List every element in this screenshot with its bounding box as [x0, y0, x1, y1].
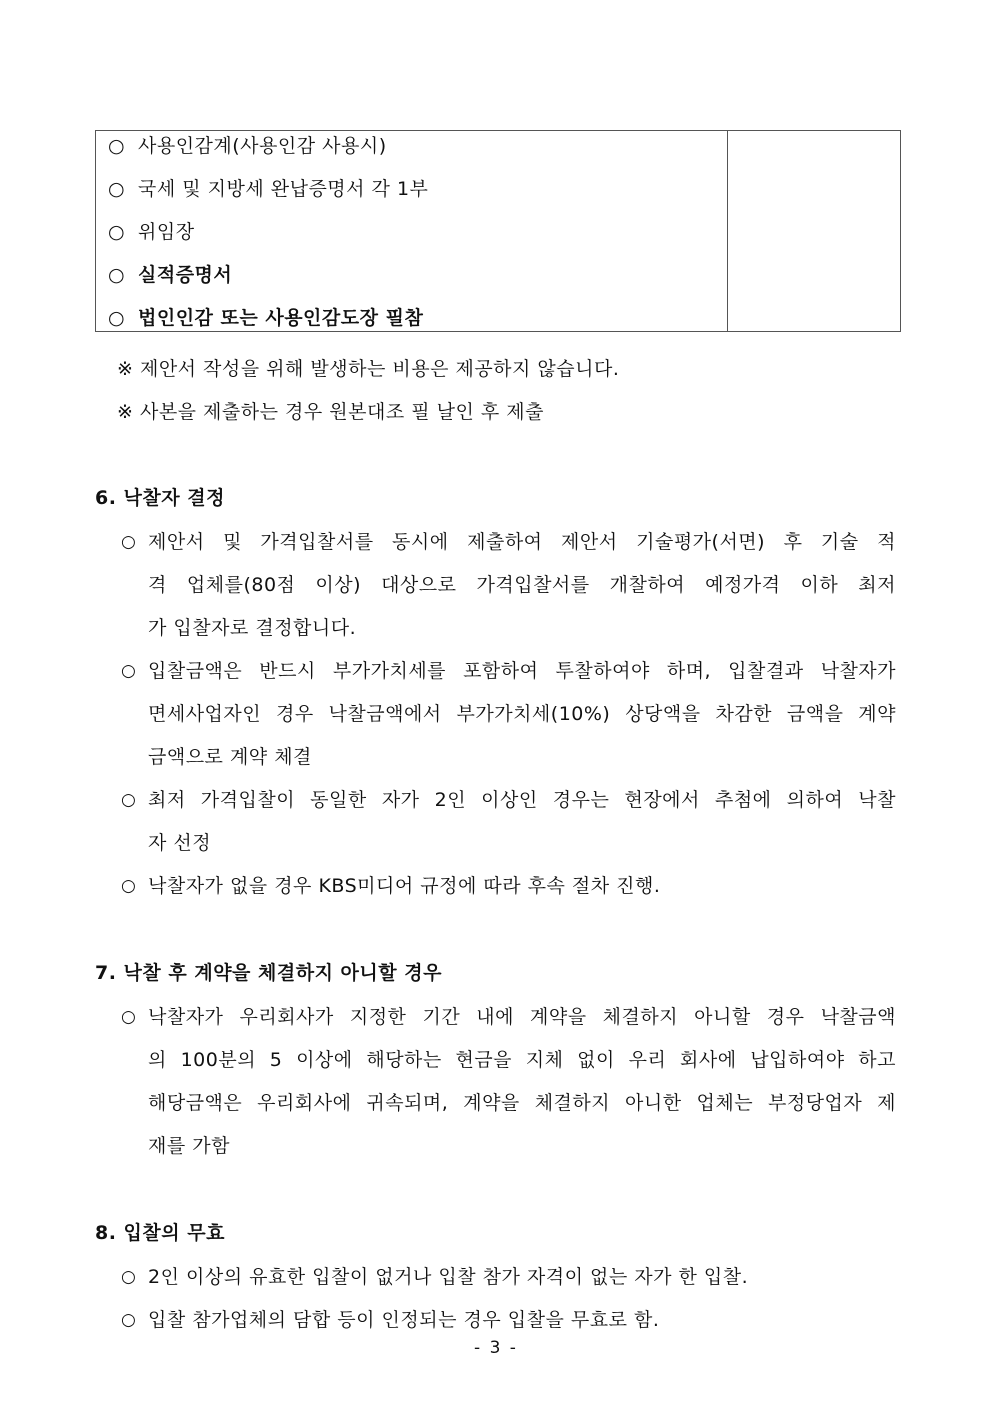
note: ※ 사본을 제출하는 경우 원본대조 필 날인 후 제출 — [117, 401, 544, 423]
note: ※ 제안서 작성을 위해 발생하는 비용은 제공하지 않습니다. — [117, 358, 620, 380]
table-item — [108, 219, 195, 245]
table-item-text: 위임장 — [138, 221, 195, 243]
bullet-icon: ○ — [121, 876, 136, 896]
circle-icon: ○ — [108, 264, 126, 286]
table-item — [108, 262, 232, 288]
paragraph-line: 해당금액은 우리회사에 귀속되며, 계약을 체결하지 아니한 업체는 부정당업자 제 — [148, 1092, 896, 1114]
paragraph-line: 낙찰자가 우리회사가 지정한 기간 내에 계약을 체결하지 아니할 경우 낙찰금액 — [148, 1006, 896, 1028]
bullet-icon: ○ — [121, 1267, 136, 1287]
paragraph-line: 가 입찰자로 결정합니다. — [148, 617, 357, 639]
bullet-icon: ○ — [121, 532, 136, 552]
section-heading: 6. 낙찰자 결정 — [95, 487, 225, 509]
circle-icon: ○ — [108, 135, 126, 157]
table-item-text: 법인인감 또는 사용인감도장 필참 — [138, 307, 424, 329]
table-item — [108, 305, 423, 331]
circle-icon: ○ — [108, 221, 126, 243]
paragraph-line: 재를 가함 — [148, 1135, 230, 1157]
table-item-text: 실적증명서 — [138, 264, 233, 286]
table-item-text: 사용인감계(사용인감 사용시) — [138, 135, 387, 157]
paragraph-line: 제안서 및 가격입찰서를 동시에 제출하여 제안서 기술평가(서면) 후 기술 적 — [148, 531, 896, 553]
paragraph-line: 최저 가격입찰이 동일한 자가 2인 이상인 경우는 현장에서 추첨에 의하여 낙찰 — [148, 789, 896, 811]
paragraph-line: 낙찰자가 없을 경우 KBS미디어 규정에 따라 후속 절차 진행. — [148, 875, 661, 897]
bullet-icon: ○ — [121, 1310, 136, 1330]
circle-icon: ○ — [108, 307, 126, 329]
table-item — [108, 133, 387, 159]
paragraph-line: 자 선정 — [148, 832, 212, 854]
paragraph-line: 격 업체를(80점 이상) 대상으로 가격입찰서를 개찰하여 예정가격 이하 최저 — [148, 574, 896, 596]
paragraph-line: 의 100분의 5 이상에 해당하는 현금을 지체 없이 우리 회사에 납입하여야 하고 — [148, 1049, 896, 1071]
page-number: - 3 - — [474, 1338, 518, 1358]
bullet-icon: ○ — [121, 661, 136, 681]
section-heading: 8. 입찰의 무효 — [95, 1222, 225, 1244]
table-column-divider — [727, 131, 728, 331]
paragraph-line: 면세사업자인 경우 낙찰금액에서 부가가치세(10%) 상당액을 차감한 금액을 계약 — [148, 703, 896, 725]
bullet-icon: ○ — [121, 790, 136, 810]
paragraph-line: 입찰 참가업체의 담합 등이 인정되는 경우 입찰을 무효로 함. — [148, 1309, 660, 1331]
paragraph-line: 2인 이상의 유효한 입찰이 없거나 입찰 참가 자격이 없는 자가 한 입찰. — [148, 1266, 749, 1288]
circle-icon: ○ — [108, 178, 126, 200]
requirements-table — [95, 130, 901, 332]
paragraph-line: 금액으로 계약 체결 — [148, 746, 312, 768]
paragraph-line: 입찰금액은 반드시 부가가치세를 포함하여 투찰하여야 하며, 입찰결과 낙찰자가 — [148, 660, 896, 682]
table-item-text: 국세 및 지방세 완납증명서 각 1부 — [138, 178, 429, 200]
section-heading: 7. 낙찰 후 계약을 체결하지 아니할 경우 — [95, 962, 442, 984]
table-item — [108, 176, 428, 202]
bullet-icon: ○ — [121, 1007, 136, 1027]
